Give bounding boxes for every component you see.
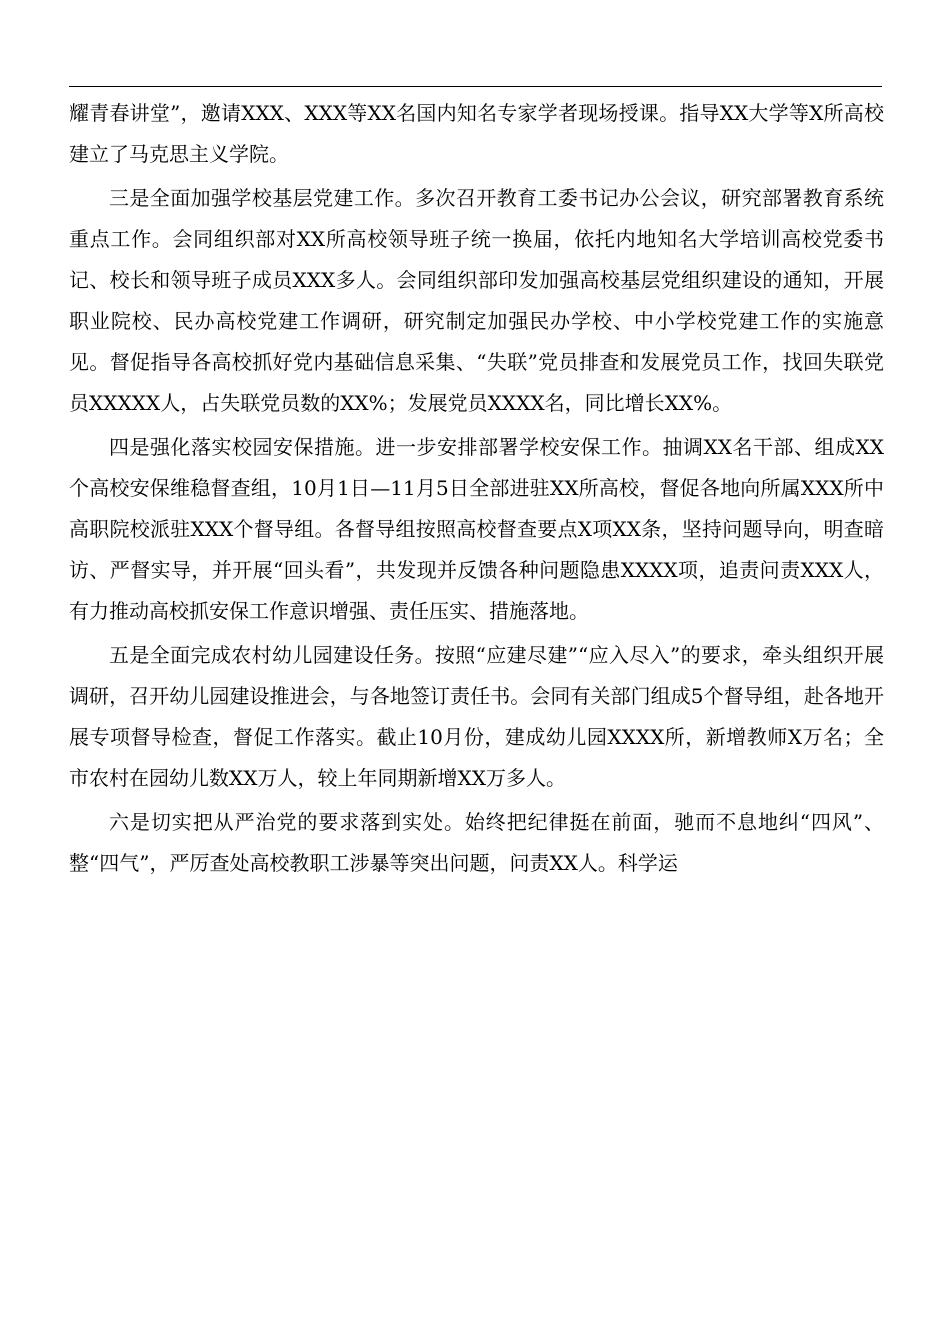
paragraph-continued: 耀青春讲堂”，邀请XXX、XXX等XX名国内知名专家学者现场授课。指导XX大学等X所高校建立了马克思主义学院。 (69, 101, 884, 166)
paragraph-rural-kindergarten: 五是全面完成农村幼儿园建设任务。按照“应建尽建”“应入尽入”的要求，牵头组织开展调研，召开幼儿园建设推进会，与各地签订责任书。会同有关部门组成5个督导组，赴各地开展专项督导检查，督促工作落实。截止10月份，建成幼儿园XXXX所，新增教师X万名；全市农村在园幼儿数XX万人，较上年同期新增XX万多人。 (69, 643, 884, 790)
paragraph-strict-governance: 六是切实把从严治党的要求落到实处。始终把纪律挺在前面，驰而不息地纠“四风”、整“四气”，严厉查处高校教职工涉暴等突出问题，问责XX人。科学运 (69, 810, 884, 875)
paragraph-party-building: 三是全面加强学校基层党建工作。多次召开教育工委书记办公会议，研究部署教育系统重点工作。会同组织部对XX所高校领导班子统一换届，依托内地知名大学培训高校党委书记、校长和领导班子成员XXX多人。会同组织部印发加强高校基层党组织建设的通知，开展职业院校、民办高校党建工作调研，研究制定加强民办学校、中小学校党建工作的实施意见。督促指导各高校抓好党内基础信息采集、“失联”党员排查和发展党员工作，找回失联党员XXXXX人，占失联党员数的XX%；发展党员XXXX名，同比增长XX%。 (69, 186, 884, 415)
document-body (69, 93, 884, 887)
paragraph-campus-security: 四是强化落实校园安保措施。进一步安排部署学校安保工作。抽调XX名干部、组成XX个高校安保维稳督查组，10月1日—11月5日全部进驻XX所高校，督促各地向所属XXX所中高职院校派驻XXX个督导组。各督导组按照高校督查要点X项XX条，坚持问题导向，明查暗访、严督实导，并开展“回头看”，共发现并反馈各种问题隐患XXXX项，追责问责XXX人，有力推动高校抓安保工作意识增强、责任压实、措施落地。 (69, 435, 884, 623)
header-rule (69, 86, 882, 87)
